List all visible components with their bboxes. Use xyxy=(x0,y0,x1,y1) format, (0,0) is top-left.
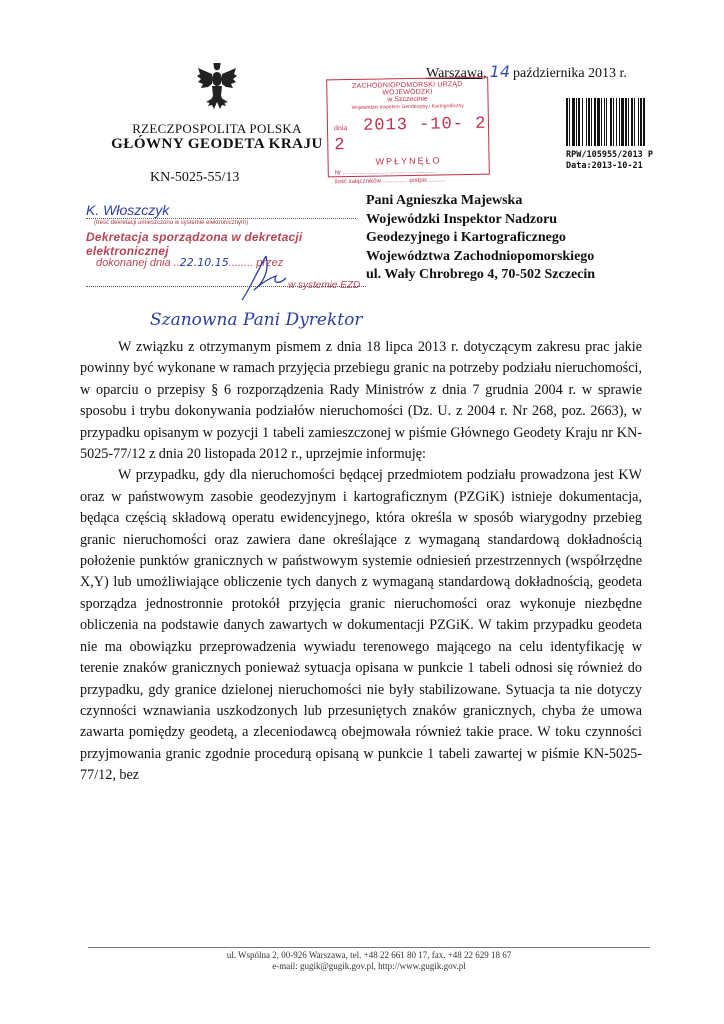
stamp-inspector: Wojewódzki Inspektor Geodezyjny i Kartograficzny xyxy=(351,103,464,111)
body-paragraph-2: W przypadku, gdy dla nieruchomości będącej przedmiotem podziału prowadzona jest KW oraz w państwowym zasobie geodezyjnym i kartograficznym (PZGiK) istnieje dokumentacja, będąca częścią składową operatu ewidencyjnego, która określa w sposób wiarygodny przebieg granic nieruchomości oraz zawiera dane określające z wymaganą standardową dokładnością położenie punktów granicznych w państwowym systemie odniesień przestrzennych (współrzędne X,Y) lub umożliwiające obliczenie tych danych z wymaganą standardową dokładnością, geodeta sporządza jednostronnie protokół przyjęcia granic nieruchomości oraz wykonuje niezbędne obliczenia na podstawie danych zawartych w dokumentacji PZGiK. W takim przypadku geodeta nie ma obowiązku przeprowadzenia wywiadu terenowego mającego na celu identyfikację w terenie znaków granicznych ponieważ sytuacja opisana w punkcie 1 tabeli odnosi się również do przypadku, gdy granice dzielonej nieruchomości nie były stabilizowane. Sytuacja ta nie dotyczy czynności wznawiania uszkodzonych lub przesuniętych znaków granicznych, chyba że umowa zawarta pomiędzy geodetą, a zleceniodawcą obejmowała również takie prace. W toku czynności przyjmowania granic zgodnie procedurą opisaną w punkcie 1 tabeli zawartej w piśmie KN-5025-77/12, bez xyxy=(80,467,642,784)
stamp-nr: Nr ........................................................ xyxy=(334,168,437,177)
decree-bottom-line xyxy=(86,286,366,287)
stamp-date-value: 2013 -10- 2 2 xyxy=(334,114,487,156)
decree-done: dokonanej dnia ..22.10.15........ przez xyxy=(96,256,284,269)
decree-content-label: (treść dekretacji umieszczono w systemie elektronicznym) xyxy=(94,220,249,226)
eagle-emblem-icon xyxy=(196,62,238,114)
date-day-handwritten: 14 xyxy=(489,62,511,81)
decree-by-label: przez xyxy=(256,257,284,269)
barcode-code: RPW/105955/2013 P xyxy=(566,150,653,160)
addressee-street: ul. Wały Chrobrego 4, 70-502 Szczecin xyxy=(366,267,596,282)
date-rest: października 2013 r. xyxy=(513,66,627,81)
signature-scribble-icon xyxy=(236,254,296,304)
barcode-icon xyxy=(566,98,684,146)
stamp-attachments: ilość załączników ............... podpis .......... xyxy=(334,177,446,186)
stamp-attachments-label: ilość załączników xyxy=(334,178,382,186)
decree-done-date: 22.10.15 xyxy=(179,256,229,269)
addressee-role-cont: Geodezyjnego i Kartograficznego xyxy=(366,230,566,245)
letter-body xyxy=(80,337,642,787)
addressee-region: Województwa Zachodniopomorskiego xyxy=(366,248,595,264)
stamp-office: ZACHODNIOPOMORSKI URZĄD WOJEWÓDZKI xyxy=(352,81,463,97)
stamp-date-label: dnia xyxy=(333,125,348,133)
barcode-label xyxy=(566,150,653,172)
addressee-name: Pani Agnieszka Majewska xyxy=(366,193,523,208)
stamp-signature-label: podpis xyxy=(409,177,428,184)
decree-system-label: w systemie EZD xyxy=(288,280,361,291)
reference-number: KN-5025-55/13 xyxy=(150,170,240,185)
stamp-nr-label: Nr xyxy=(334,170,342,177)
office-name: GŁÓWNY GEODETA KRAJU xyxy=(111,136,323,152)
stamp-city: w Szczecinie xyxy=(387,95,428,104)
decree-title: Dekretacja sporządzona w dekretacji elektronicznej xyxy=(86,230,303,258)
decree-handwritten-name: K. Włoszczyk xyxy=(86,202,356,219)
receipt-stamp xyxy=(326,77,490,186)
handwritten-salutation: Szanowna Pani Dyrektor xyxy=(150,310,363,330)
country-name: RZECZPOSPOLITA POLSKA xyxy=(132,121,302,136)
footer-divider xyxy=(88,947,650,948)
addressee-block xyxy=(366,192,595,285)
footer xyxy=(88,950,650,972)
body-paragraph-1: W związku z otrzymanym pismem z dnia 18 lipca 2013 r. dotyczącym zakresu prac jakie powinny być wykonane w ramach przyjęcia przebiegu granic na potrzeby podziału nieruchomości, w oparciu o przepisy § 6 rozporządzenia Rady Ministrów z dnia 7 grudnia 2004 r. w sprawie sposobu i trybu dokonywania podziałów nieruchomości (Dz. U. z 2004 r. Nr 268, poz. 2663), w przypadku opisanym w pozycji 1 tabeli zamieszczonej w piśmie Głównego Geodety Kraju nr KN-5025-77/12 z dnia 20 listopada 2012 r., uprzejmie informuję: xyxy=(80,339,642,463)
barcode-date: Data:2013-10-21 xyxy=(566,161,643,171)
decree-stamp xyxy=(86,190,366,302)
decree-done-label: dokonanej dnia xyxy=(96,257,171,269)
stamp-date-row xyxy=(334,115,489,156)
addressee-role: Wojewódzki Inspektor Nadzoru xyxy=(366,211,558,227)
footer-address: ul. Wspólna 2, 00-926 Warszawa, tel. +48 22 661 80 17, fax. +48 22 629 18 67 xyxy=(226,950,512,960)
date-city: Warszawa, xyxy=(426,66,487,81)
stamp-received: WPŁYNĘŁO xyxy=(375,155,442,167)
footer-contact: e-mail: gugik@gugik.gov.pl, http://www.gugik.gov.pl xyxy=(272,961,466,971)
